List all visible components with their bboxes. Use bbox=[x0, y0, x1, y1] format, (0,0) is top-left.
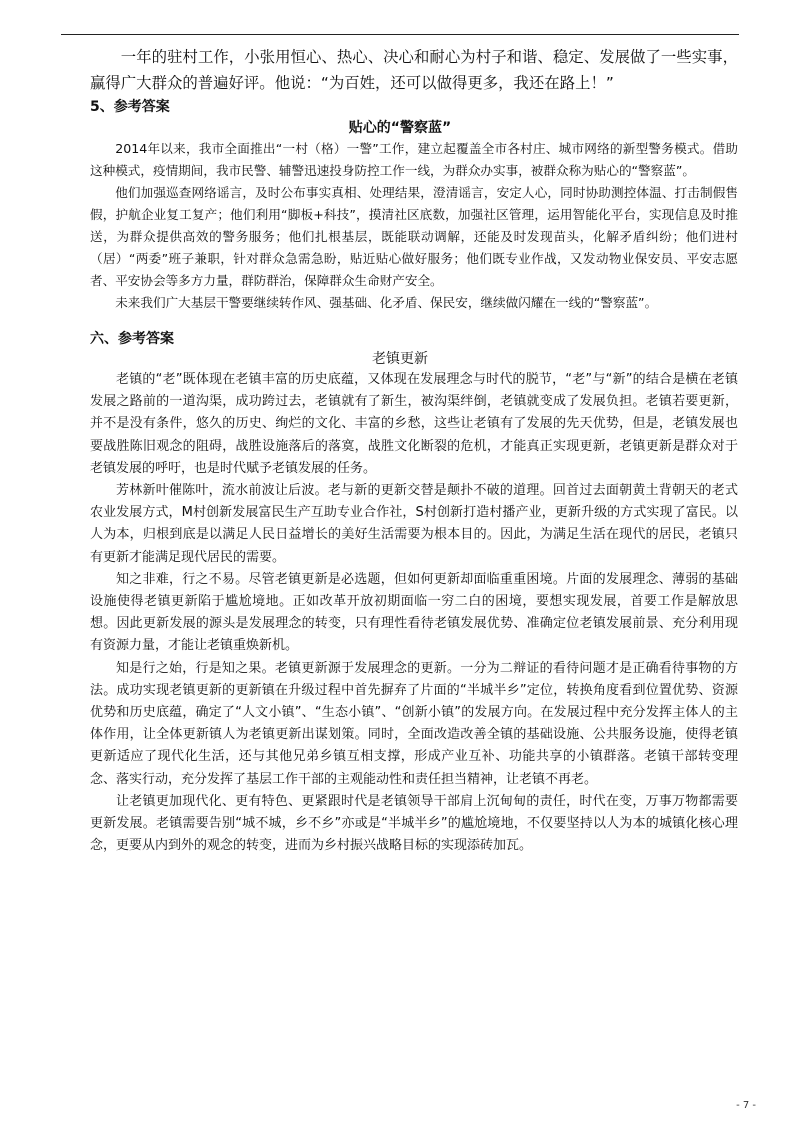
section-6-body bbox=[90, 369, 738, 857]
intro-paragraph: 一年的驻村工作，小张用恒心、热心、决心和耐心为村子和谐、稳定、发展做了一些实事，赢得广大群众的普遍好评。他说：“为百姓，还可以做得更多，我还在路上！” bbox=[90, 48, 738, 92]
section-6-title: 老镇更新 bbox=[372, 351, 428, 367]
section-5-title: 贴心的“警察蓝” bbox=[348, 120, 452, 136]
section-6-heading: 六、参考答案 bbox=[90, 331, 174, 347]
section-5-paragraph: 他们加强巡查网络谣言，及时公布事实真相、处理结果，澄清谣言，安定人心，同时协助测控体温、打击制假售假，护航企业复工复产；他们利用“脚板+科技”，摸清社区底数，加强社区管理，运用智能化平台，实现信息及时推送，为群众提供高效的警务服务；他们扎根基层，既能联动调解，还能及时发现苗头，化解矛盾纠纷；他们进村（居）“两委”班子兼职，针对群众急需急盼，贴近贴心做好服务；他们既专业作战，又发动物业保安员、平安志愿者、平安协会等多方力量，群防群治，保障群众生命财产安全。 bbox=[90, 185, 738, 288]
section-6-paragraph: 知是行之始，行是知之果。老镇更新源于发展理念的更新。一分为二辩证的看待问题才是正确看待事物的方法。成功实现老镇更新的更新镇在升级过程中首先摒弃了片面的“半城半乡”定位，转换角度看到位置优势、资源优势和历史底蕴，确定了“人文小镇”、“生态小镇”、“创新小镇”的发展方向。在发展过程中充分发挥主体人的主体作用，让全体更新镇人为老镇更新出谋划策。同时，全面改造改善全镇的基础设施、公共服务设施，使得老镇更新适应了现代化生活，还与其他兄弟乡镇互相支撑，形成产业互补、功能共享的小镇群落。老镇干部转变理念、落实行动，充分发挥了基层工作干部的主观能动性和责任担当精神，让老镇不再老。 bbox=[90, 660, 738, 787]
section-5-body bbox=[90, 138, 738, 314]
section-6-paragraph: 芳林新叶催陈叶，流水前波让后波。老与新的更新交替是颠扑不破的道理。回首过去面朝黄土背朝天的老式农业发展方式，M村创新发展富民生产互助专业合作社，S村创新打造村播产业，更新升级的方式实现了富民。以人为本，归根到底是以满足人民日益增长的美好生活需要为根本目的。因此，为满足生活在现代的居民，老镇只有更新才能满足现代居民的需要。 bbox=[90, 483, 738, 565]
section-5-paragraph: 未来我们广大基层干警要继续转作风、强基础、化矛盾、保民安，继续做闪耀在一线的“警察蓝”。 bbox=[115, 295, 658, 310]
page-number: - 7 - bbox=[736, 1100, 756, 1111]
section-6-paragraph: 老镇的“老”既体现在老镇丰富的历史底蕴，又体现在发展理念与时代的脱节，“老”与“新”的结合是横在老镇发展之路前的一道沟渠，成功跨过去，老镇就有了新生，被沟渠绊倒，老镇就变成了发展负担。老镇若要更新，并不是没有条件，悠久的历史、绚烂的文化、丰富的乡愁，这些让老镇有了发展的先天优势，但是，老镇发展也要战胜陈旧观念的阻碍，战胜设施落后的落寞，战胜文化断裂的危机，才能真正实现更新，老镇更新是群众对于老镇发展的呼吁，也是时代赋予老镇发展的任务。 bbox=[90, 372, 738, 476]
intro-block bbox=[90, 44, 738, 96]
section-5-paragraph: 2014年以来，我市全面推出“一村（格）一警”工作，建立起覆盖全市各村庄、城市网络的新型警务模式。借助这种模式，疫情期间，我市民警、辅警迅速投身防控工作一线，为群众办实事，被群众称为贴心的“警察蓝”。 bbox=[90, 141, 738, 178]
top-divider bbox=[61, 34, 739, 35]
section-5-heading: 5、参考答案 bbox=[90, 99, 170, 115]
section-6-paragraph: 知之非难，行之不易。尽管老镇更新是必选题，但如何更新却面临重重困境。片面的发展理念、薄弱的基础设施使得老镇更新陷于尴尬境地。正如改革开放初期面临一穷二白的困境，要想实现发展，首要工作是解放思想。因此更新发展的源头是发展理念的转变，只有理性看待老镇发展优势、准确定位老镇发展前景、充分利用现有资源力量，才能让老镇重焕新机。 bbox=[90, 571, 738, 654]
section-6-paragraph: 让老镇更加现代化、更有特色、更紧跟时代是老镇领导干部肩上沉甸甸的责任，时代在变，万事万物都需要更新发展。老镇需要告别“城不城，乡不乡”亦或是“半城半乡”的尴尬境地，不仅要坚持以人为本的城镇化核心理念，更要从内到外的观念的转变，进而为乡村振兴战略目标的实现添砖加瓦。 bbox=[90, 793, 738, 854]
